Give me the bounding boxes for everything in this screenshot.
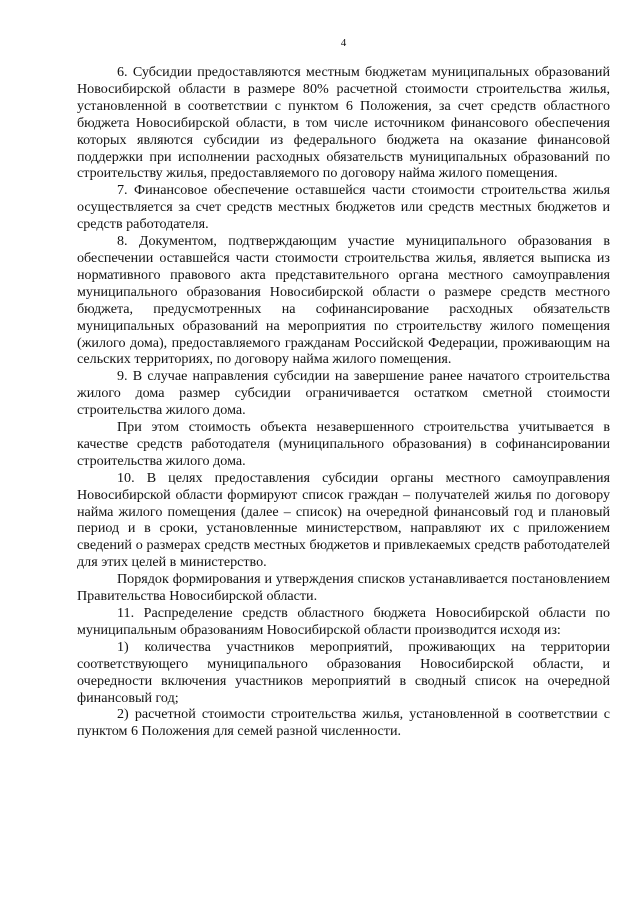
paragraph-10: 10. В целях предоставления субсидии органы местного самоуправления Новосибирской области формируют список граждан – получателей жилья по договору найма жилого помещения (далее – список) на очередной финансовый год и плановый период и в сроки, установленные министерством, направляют их с приложением сведений о размерах средств местных бюджетов и привлекаемых средств работодателей для этих целей в министерство. [77, 469, 610, 571]
paragraph-11-item-1: 1) количества участников мероприятий, проживающих на территории соответствующего муниципального образования Новосибирской области, и очередности включения участников мероприятий в сводный список на очередной финансовый год; [77, 638, 610, 706]
paragraph-11-item-2: 2) расчетной стоимости строительства жилья, установленной в соответствии с пунктом 6 Положения для семей разной численности. [77, 706, 610, 740]
paragraph-11: 11. Распределение средств областного бюджета Новосибирской области по муниципальным образованиям Новосибирской области производится исходя из: [77, 605, 610, 638]
paragraph-7: 7. Финансовое обеспечение оставшейся части стоимости строительства жилья осуществляется за счет средств местных бюджетов или средств местных бюджетов и средств работодателя. [77, 182, 610, 233]
paragraph-10-continuation: Порядок формирования и утверждения списков устанавливается постановлением Правительства Новосибирской области. [77, 571, 610, 605]
paragraph-9-continuation: При этом стоимость объекта незавершенного строительства учитывается в качестве средств работодателя (муниципального образования) в софинансировании строительства жилого дома. [77, 419, 610, 469]
page-number: 4 [340, 37, 347, 49]
paragraph-8: 8. Документом, подтверждающим участие муниципального образования в обеспечении оставшейся части стоимости строительства жилья, является выписка из нормативного правового акта представительного органа местного самоуправления муниципального образования Новосибирской области о размере средств местного бюджета, предусмотренных на софинансирование расходных обязательств муниципальных образований на мероприятия по строительству жилого помещения (жилого дома), предоставляемого гражданам Российской Федерации, проживающим на сельских территориях, по договору найма жилого помещения. [77, 233, 610, 368]
document-body [77, 64, 610, 740]
paragraph-9: 9. В случае направления субсидии на завершение ранее начатого строительства жилого дома размер субсидии ограничивается остатком сметной стоимости строительства жилого дома. [77, 368, 610, 419]
paragraph-6: 6. Субсидии предоставляются местным бюджетам муниципальных образований Новосибирской области в размере 80% расчетной стоимости строительства жилья, установленной в соответствии с пунктом 6 Положения, за счет средств областного бюджета Новосибирской области, в том числе источником финансового обеспечения которых являются субсидии из федерального бюджета на оказание финансовой поддержки при исполнении расходных обязательств муниципальных образований по строительству жилья, предоставляемого по договору найма жилого помещения. [77, 64, 610, 182]
